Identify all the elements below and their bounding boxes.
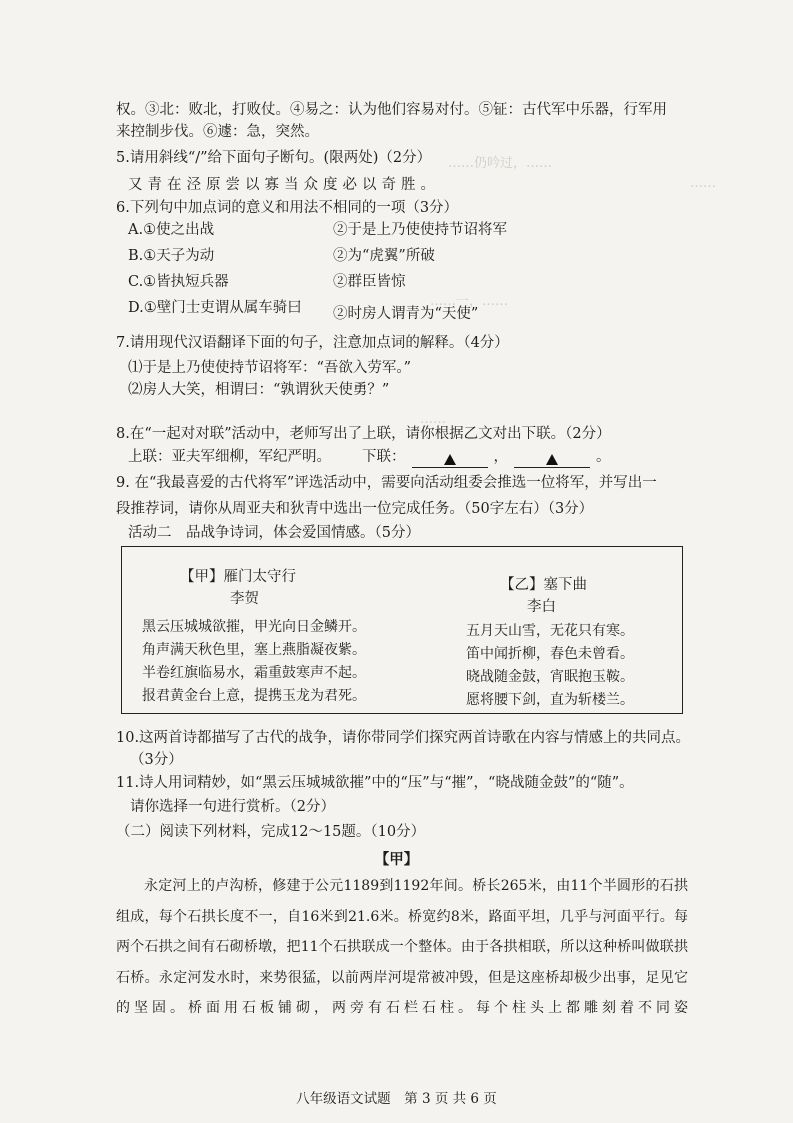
q8-prompt: 8.在“一起对对联”活动中，老师写出了上联，请你根据乙文对出下联。（2分） <box>116 426 611 442</box>
poem-jia-line-4: 报君黄金台上意，提携玉龙为君死。 <box>142 688 366 704</box>
q6-option-a-2: ②于是上乃使使持节诏将军 <box>333 222 507 238</box>
q8-comma: ， <box>493 449 508 465</box>
q10-line-2: （3分） <box>130 752 183 768</box>
q9-line-2: 段推荐词，请你从周亚夫和狄青中选出一位完成任务。（50字左右）（3分） <box>116 501 594 517</box>
q6-option-b-1: B.①天子为动 <box>128 248 215 264</box>
q8-period: 。 <box>596 449 611 465</box>
poems-box <box>121 546 683 714</box>
triangle-marker-icon <box>444 454 456 465</box>
q7-item-1: ⑴于是上乃使使持节诏将军：“吾欲入劳军。” <box>128 360 412 376</box>
q5-sentence: 又青在泾原尝以寡当众度必以奇胜。 <box>128 177 440 193</box>
q6-option-c-1: C.①皆执短兵器 <box>128 274 229 290</box>
q6-option-c-2: ②群臣皆惊 <box>333 274 406 290</box>
q6-option-b-2: ②为“虎翼”所破 <box>333 248 435 264</box>
poem-yi-line-4: 愿将腰下剑，直为斩楼兰。 <box>466 692 634 708</box>
poem-jia-author: 李贺 <box>230 591 259 607</box>
q6-option-a-1: A.①使之出战 <box>128 222 215 238</box>
answer-blank-1[interactable] <box>412 449 488 468</box>
q7-prompt: 7.请用现代汉语翻译下面的句子，注意加点词的解释。（4分） <box>116 335 509 351</box>
poem-yi-line-1: 五月天山雪，无花只有寒。 <box>466 623 634 639</box>
poem-jia-line-1: 黑云压城城欲摧，甲光向日金鳞开。 <box>142 619 366 635</box>
poem-jia-title: 【甲】雁门太守行 <box>180 569 296 585</box>
poem-yi-line-3: 晓战随金鼓，宵眠抱玉鞍。 <box>466 669 634 685</box>
reading-paragraph: 永定河上的卢沟桥，修建于公元1189到1192年间。桥长265米，由11个半圆形的石拱组成，每个石拱长度不一，自16米到21.6米。桥宽约8米，路面平坦，几乎与河面平行。每两个石拱之间有石砌桥墩，把11个石拱联成一个整体。由于各拱相联，所以这种桥叫做联拱石桥。永定河发水时，来势很猛，以前两岸河堤常被冲毁，但是这座桥却极少出事，足见它的坚固。桥面用石板铺砌，两旁有石栏石柱。每个柱头上都雕刻着不同姿 <box>116 878 688 1016</box>
q11-line-2: 请你选择一句进行赏析。（2分） <box>130 799 335 815</box>
reading-heading: 【甲】 <box>374 851 419 868</box>
poem-yi-author: 李白 <box>527 599 556 615</box>
q10-line-1: 10.这两首诗都描写了古代的战争，请你带同学们探究两首诗歌在内容与情感上的共同点。 <box>116 730 691 746</box>
activity-two-heading: 活动二 品战争诗词，体会爱国情感。（5分） <box>128 525 420 541</box>
q6-option-d-2: ②时房人谓青为“天使” <box>333 306 479 322</box>
answer-blank-2[interactable] <box>514 449 590 468</box>
poem-jia-line-3: 半卷红旗临易水，霜重鼓寒声不起。 <box>142 665 366 681</box>
triangle-marker-icon <box>546 454 558 465</box>
show-through-text: …… <box>690 176 716 191</box>
show-through-text: ……仍吟过，…… <box>448 156 553 171</box>
q6-option-d-1: D.①壁门士吏谓从属车骑曰 <box>128 300 302 316</box>
section-two-heading: （二）阅读下列材料，完成12～15题。（10分） <box>116 824 426 840</box>
q8-lower-label: 下联： <box>362 449 406 465</box>
q11-line-1: 11.诗人用词精妙，如“黑云压城城欲摧”中的“压”与“摧”，“晓战随金鼓”的“随”。 <box>116 775 634 791</box>
intro-line-2: 来控制步伐。⑥遽：急，突然。 <box>116 124 319 140</box>
page-footer: 八年级语文试题 第 3 页 共 6 页 <box>296 1091 497 1107</box>
q8-upper-couplet: 上联：亚夫军细柳，军纪严明。 <box>128 449 331 465</box>
poem-jia-line-2: 角声满天秋色里，塞上燕脂凝夜紫。 <box>142 642 366 658</box>
q9-line-1: 9. 在“我最喜爱的古代将军”评选活动中，需要向活动组委会推选一位将军，并写出一 <box>116 475 657 491</box>
show-through-text: ……一，…… <box>430 294 509 309</box>
intro-line-1: 权。③北：败北，打败仗。④易之：认为他们容易对付。⑤钲：古代军中乐器，行军用 <box>116 102 667 118</box>
q5-prompt: 5.请用斜线“/”给下面句子断句。(限两处)（2分） <box>116 150 432 166</box>
show-through-text: …… <box>420 412 446 427</box>
q6-prompt: 6.下列句中加点词的意义和用法不相同的一项（3分） <box>116 200 459 216</box>
q8-lower-couplet <box>362 446 611 468</box>
q7-item-2: ⑵房人大笑，相谓曰：“孰谓狄天使勇？” <box>128 382 390 398</box>
poem-yi-line-2: 笛中闻折柳，春色未曾看。 <box>466 646 634 662</box>
poem-yi-title: 【乙】塞下曲 <box>500 577 587 593</box>
